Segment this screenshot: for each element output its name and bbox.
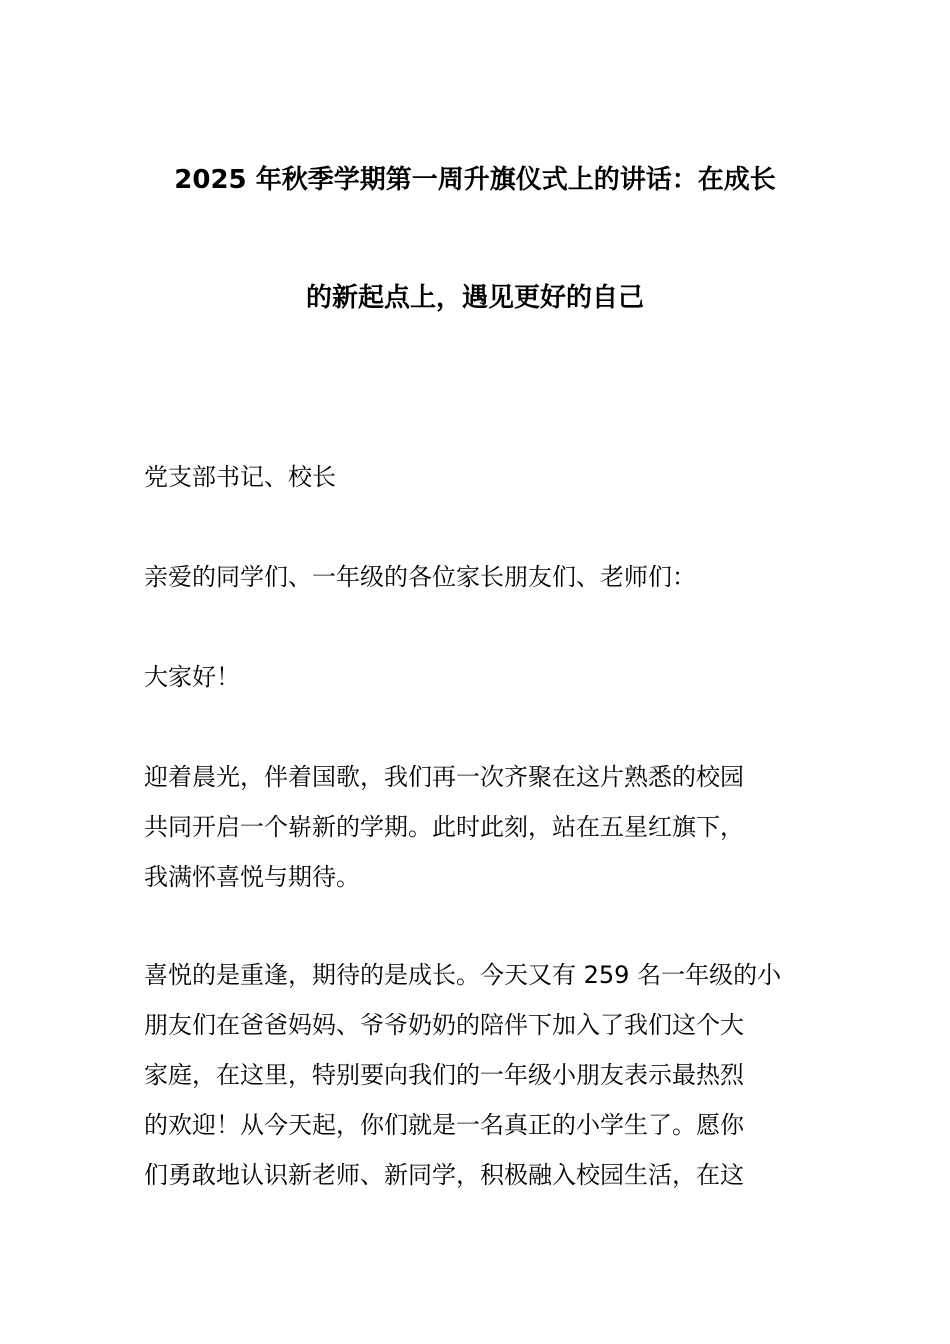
paragraph-1: [144, 752, 814, 902]
paragraph-1-line: 迎着晨光，伴着国歌，我们再一次齐聚在这片熟悉的校园: [144, 763, 744, 791]
document-title-line-1: 2025 年秋季学期第一周升旗仪式上的讲话：在成长: [174, 165, 776, 195]
paragraph-2-line: 朋友们在爸爸妈妈、爷爷奶奶的陪伴下加入了我们这个大: [144, 1011, 744, 1039]
paragraph-2-line: 喜悦的是重逢，期待的是成长。今天又有 259 名一年级的小: [144, 961, 782, 989]
document-title-line-2: 的新起点上，遇见更好的自己: [305, 283, 644, 313]
salutation-line: 亲爱的同学们、一年级的各位家长朋友们、老师们：: [144, 563, 696, 591]
paragraph-2-line: 们勇敢地认识新老师、新同学，积极融入校园生活，在这: [144, 1161, 744, 1189]
paragraph-2-line: 家庭，在这里，特别要向我们的一年级小朋友表示最热烈: [144, 1061, 744, 1089]
paragraph-2-line: 的欢迎！从今天起，你们就是一名真正的小学生了。愿你: [144, 1111, 744, 1139]
paragraph-2: [144, 950, 814, 1200]
paragraph-1-line: 我满怀喜悦与期待。: [144, 863, 360, 891]
author-line: 党支部书记、校长: [144, 463, 336, 491]
paragraph-1-line: 共同开启一个崭新的学期。此时此刻，站在五星红旗下，: [144, 813, 744, 841]
greeting-line: 大家好！: [144, 663, 240, 691]
